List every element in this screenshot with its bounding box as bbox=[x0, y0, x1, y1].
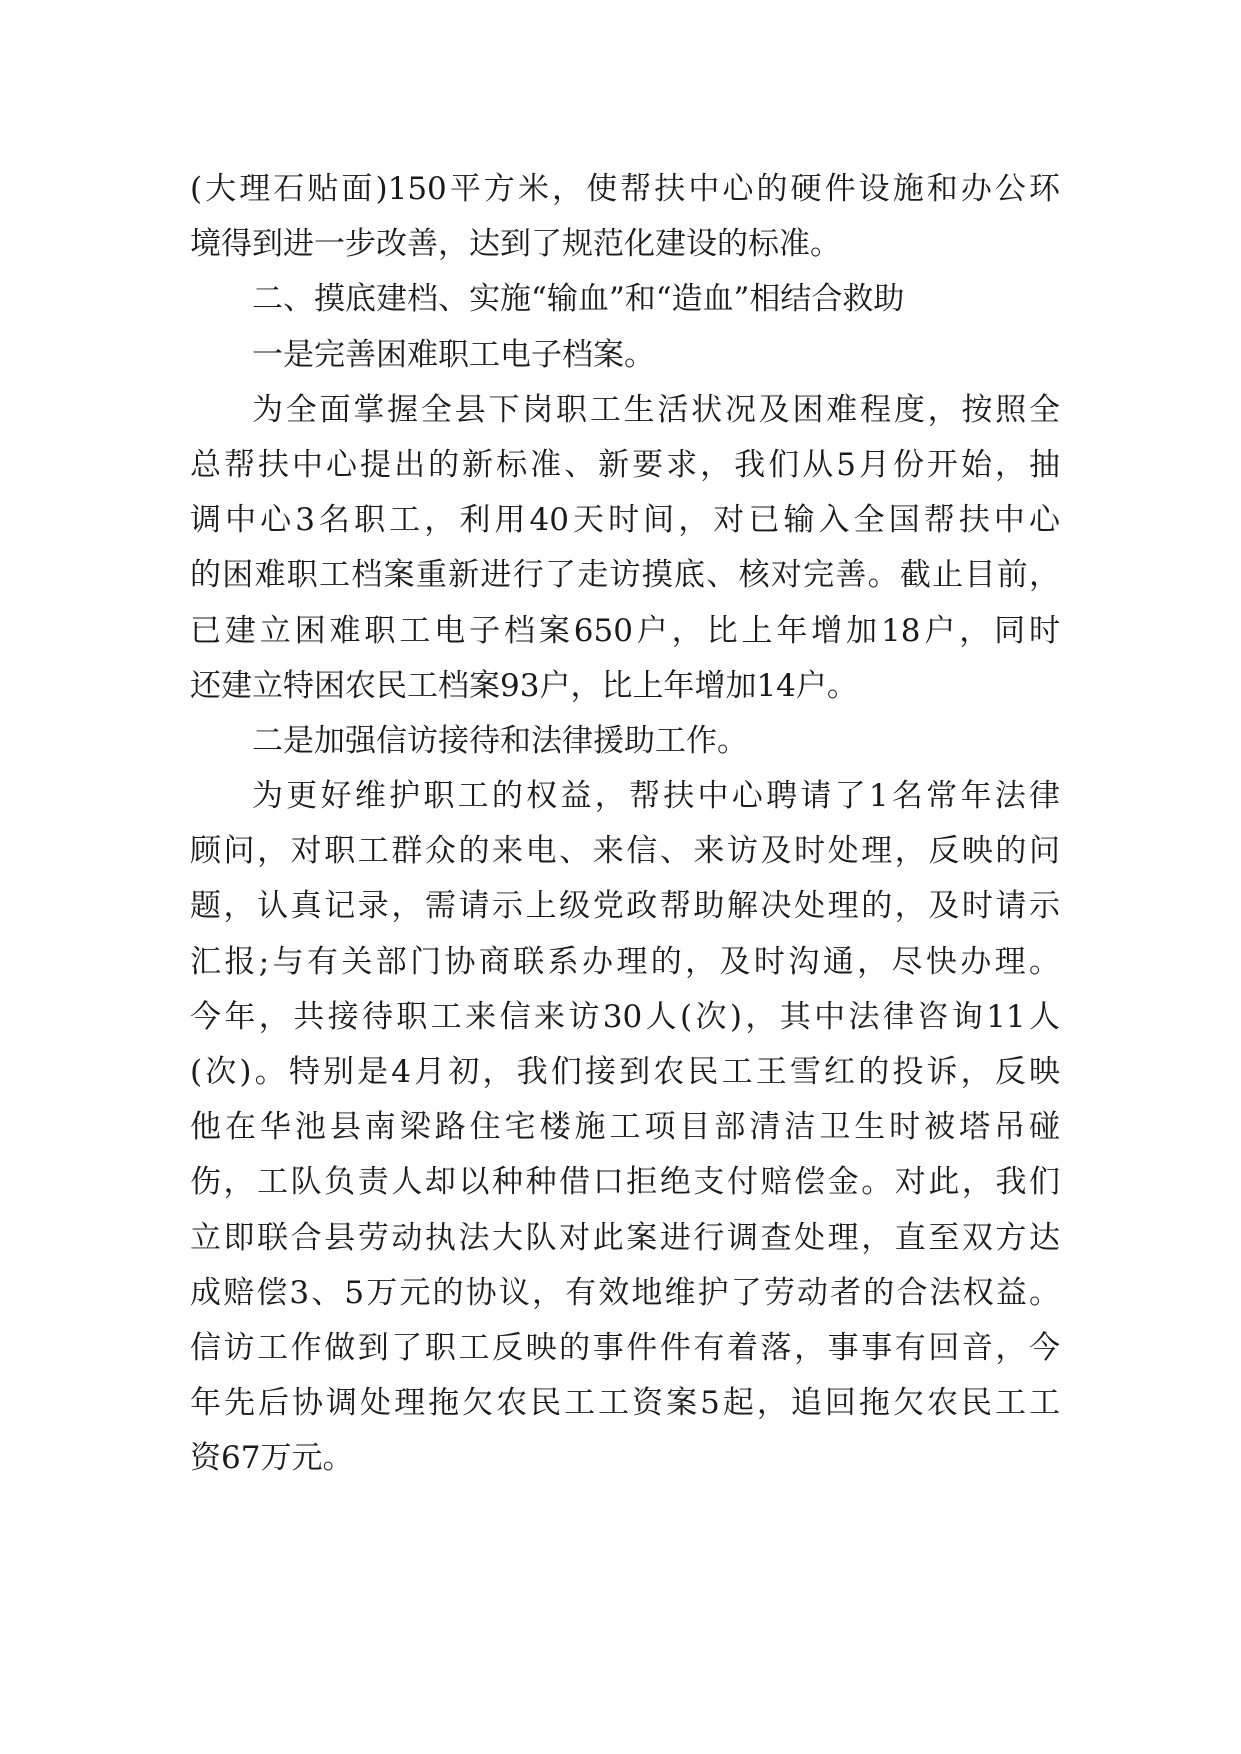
text-line: 伤，工队负责人却以种种借口拒绝支付赔偿金。对此，我们 bbox=[190, 1164, 1060, 1201]
section-heading: 二、摸底建档、实施“输血”和“造血”相结合救助 bbox=[252, 281, 905, 318]
text-line: 汇报;与有关部门协商联系办理的，及时沟通，尽快办理。 bbox=[190, 943, 1060, 980]
text-line: 题，认真记录，需请示上级党政帮助解决处理的，及时请示 bbox=[190, 888, 1060, 925]
text-line: (次)。特别是4月初，我们接到农民工王雪红的投诉，反映 bbox=[190, 1054, 1060, 1090]
text-line: 信访工作做到了职工反映的事件件有着落，事事有回音，今 bbox=[190, 1329, 1060, 1366]
text-line: 为更好维护职工的权益，帮扶中心聘请了1名常年法律 bbox=[252, 778, 1060, 815]
text-line: 成赔偿3、5万元的协议，有效地维护了劳动者的合法权益。 bbox=[190, 1274, 1060, 1311]
text-line: 立即联合县劳动执法大队对此案进行调查处理，直至双方达 bbox=[190, 1219, 1060, 1256]
text-line: 调中心3名职工，利用40天时间，对已输入全国帮扶中心 bbox=[190, 502, 1060, 539]
subsection-heading: 一是完善困难职工电子档案。 bbox=[252, 336, 655, 373]
text-line: 的困难职工档案重新进行了走访摸底、核对完善。截止目前， bbox=[190, 557, 1060, 594]
text-line: (大理石贴面)150平方米，使帮扶中心的硬件设施和办公环 bbox=[190, 171, 1060, 207]
text-line: 年先后协调处理拖欠农民工工资案5起，追回拖欠农民工工 bbox=[190, 1385, 1060, 1422]
text-line: 为全面掌握全县下岗职工生活状况及困难程度，按照全 bbox=[252, 391, 1060, 428]
text-line: 他在华池县南梁路住宅楼施工项目部清洁卫生时被塔吊碰 bbox=[190, 1109, 1060, 1146]
text-line: 顾问，对职工群众的来电、来信、来访及时处理，反映的问 bbox=[190, 833, 1060, 870]
text-line: 今年，共接待职工来信来访30人(次)，其中法律咨询11人 bbox=[190, 998, 1060, 1035]
subsection-heading: 二是加强信访接待和法律援助工作。 bbox=[252, 722, 748, 759]
text-line: 总帮扶中心提出的新标准、新要求，我们从5月份开始，抽 bbox=[190, 446, 1060, 483]
text-line: 资67万元。 bbox=[190, 1440, 354, 1477]
text-line: 还建立特困农民工档案93户，比上年增加14户。 bbox=[190, 667, 858, 704]
text-line: 已建立困难职工电子档案650户，比上年增加18户，同时 bbox=[190, 612, 1060, 649]
body-text bbox=[190, 162, 1060, 1487]
text-line: 境得到进一步改善，达到了规范化建设的标准。 bbox=[190, 226, 841, 263]
